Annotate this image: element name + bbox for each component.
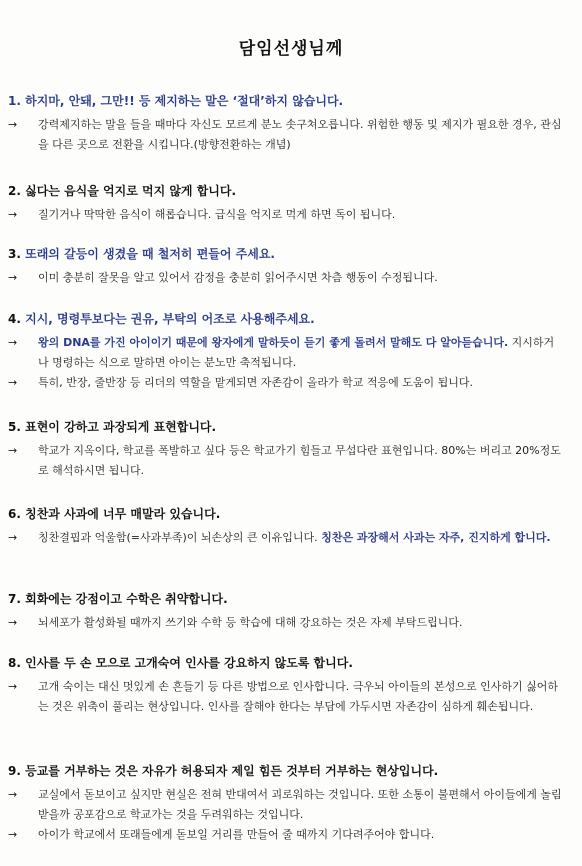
list-item xyxy=(8,205,564,225)
section-heading-text: 또래의 갈등이 생겼을 때 철저히 편들어 주세요. xyxy=(25,247,275,261)
section-heading-text: 칭찬과 사과에 너무 매말라 있습니다. xyxy=(25,507,221,521)
item-text: 특히, 반장, 줄반장 등 리더의 역할을 맡게되면 자존감이 올라가 학교 적응에 도움이 됩니다. xyxy=(38,376,473,389)
section-number: 6. xyxy=(8,507,21,521)
arrow-icon: → xyxy=(8,376,18,389)
item-text: 아이가 학교에서 또래들에게 돋보일 거리를 만들어 줄 때까지 기다려주어야 합니다. xyxy=(38,828,435,841)
list-item xyxy=(8,115,564,155)
section-heading xyxy=(8,505,564,523)
item-text: 칭찬결핍과 억울함(=사과부족)이 뇌손상의 큰 이유입니다. xyxy=(38,531,322,544)
section-heading xyxy=(8,654,564,672)
item-text: 지시하거나 명령하는 식으로 말하면 아이는 분노만 축적됩니다. xyxy=(38,336,555,369)
item-highlight-text: 왕의 DNA를 가진 아이이기 때문에 왕자에게 말하듯이 듣기 좋게 돌려서 말해도 다 알아듣습니다. xyxy=(38,336,509,349)
section-4 xyxy=(8,310,564,393)
section-number: 7. xyxy=(8,592,21,606)
item-text: 고개 숙이는 대신 멋있게 손 흔들기 등 다른 방법으로 인사합니다. 극우뇌 아이들의 본성으로 인사하기 싫어하는 것은 위축이 풀리는 현상입니다. 인사를 잘해야 한다는 부담에 가두시면 자존감이 심하게 훼손됩니다. xyxy=(38,680,558,713)
section-heading-text: 지시, 명령투보다는 권유, 부탁의 어조로 사용해주세요. xyxy=(25,312,315,326)
list-item xyxy=(8,268,564,288)
arrow-icon: → xyxy=(8,336,18,349)
arrow-icon: → xyxy=(8,208,18,221)
section-5 xyxy=(8,418,564,481)
section-heading xyxy=(8,182,564,200)
list-item xyxy=(8,528,564,548)
section-heading-text: 하지마, 안돼, 그만!! 등 제지하는 말은 ‘절대’하지 않습니다. xyxy=(25,94,344,108)
section-number: 1. xyxy=(8,94,21,108)
list-item xyxy=(8,825,564,845)
arrow-icon: → xyxy=(8,680,18,693)
arrow-icon: → xyxy=(8,828,18,841)
section-number: 4. xyxy=(8,312,21,326)
arrow-icon: → xyxy=(8,531,18,544)
section-heading-text: 회화에는 강점이고 수학은 취약합니다. xyxy=(25,592,228,606)
section-heading-text: 등교를 거부하는 것은 자유가 허용되자 제일 힘든 것부터 거부하는 현상입니다. xyxy=(25,764,439,778)
arrow-icon: → xyxy=(8,271,18,284)
section-3 xyxy=(8,245,564,288)
section-9 xyxy=(8,762,564,845)
section-number: 3. xyxy=(8,247,21,261)
item-text: 이미 충분히 잘못을 알고 있어서 감정을 충분히 읽어주시면 차츰 행동이 수정됩니다. xyxy=(38,271,438,284)
arrow-icon: → xyxy=(8,444,18,457)
list-item xyxy=(8,677,564,717)
section-heading xyxy=(8,590,564,608)
item-text: 질기거나 딱딱한 음식이 해롭습니다. 급식을 억지로 먹게 하면 독이 됩니다. xyxy=(38,208,396,221)
list-item xyxy=(8,785,564,825)
section-heading-text: 표현이 강하고 과장되게 표현합니다. xyxy=(25,420,217,434)
section-heading xyxy=(8,310,564,328)
item-highlight-text: 칭찬은 과장해서 사과는 자주, 진지하게 합니다. xyxy=(321,531,551,544)
section-8 xyxy=(8,654,564,717)
section-6 xyxy=(8,505,564,548)
section-heading-text: 싫다는 음식을 억지로 먹지 않게 합니다. xyxy=(25,184,237,198)
list-item xyxy=(8,373,564,393)
section-number: 5. xyxy=(8,420,21,434)
section-7 xyxy=(8,590,564,633)
arrow-icon: → xyxy=(8,616,18,629)
list-item xyxy=(8,613,564,633)
section-number: 9. xyxy=(8,764,21,778)
item-text: 학교가 지옥이다, 학교를 폭발하고 싶다 등은 학교가기 힘들고 무섭다란 표현입니다. 80%는 버리고 20%정도로 해석하시면 됩니다. xyxy=(38,444,561,477)
section-heading xyxy=(8,418,564,436)
section-1 xyxy=(8,92,564,155)
section-heading-text: 인사를 두 손 모으로 고개숙여 인사를 강요하지 않도록 합니다. xyxy=(25,656,353,670)
arrow-icon: → xyxy=(8,118,18,131)
arrow-icon: → xyxy=(8,788,18,801)
list-item xyxy=(8,333,564,373)
section-heading xyxy=(8,245,564,263)
item-text: 뇌세포가 활성화될 때까지 쓰기와 수학 등 학습에 대해 강요하는 것은 자제 부탁드립니다. xyxy=(38,616,463,629)
list-item xyxy=(8,441,564,481)
item-text: 교실에서 돋보이고 싶지만 현실은 전혀 반대여서 괴로워하는 것입니다. 또한 소통이 불편해서 아이들에게 놀림받을까 공포감으로 학교가는 것을 두려워하는 것입니다. xyxy=(38,788,562,821)
section-number: 8. xyxy=(8,656,21,670)
page-title: 담임선생님께 xyxy=(238,39,344,59)
section-heading xyxy=(8,762,564,780)
section-number: 2. xyxy=(8,184,21,198)
section-2 xyxy=(8,182,564,225)
section-heading xyxy=(8,92,564,110)
item-text: 강력제지하는 말을 들을 때마다 자신도 모르게 분노 솟구쳐오릅니다. 위험한 행동 및 제지가 필요한 경우, 관심을 다른 곳으로 전환을 시킵니다.(방향전환하는 개념) xyxy=(38,118,562,151)
